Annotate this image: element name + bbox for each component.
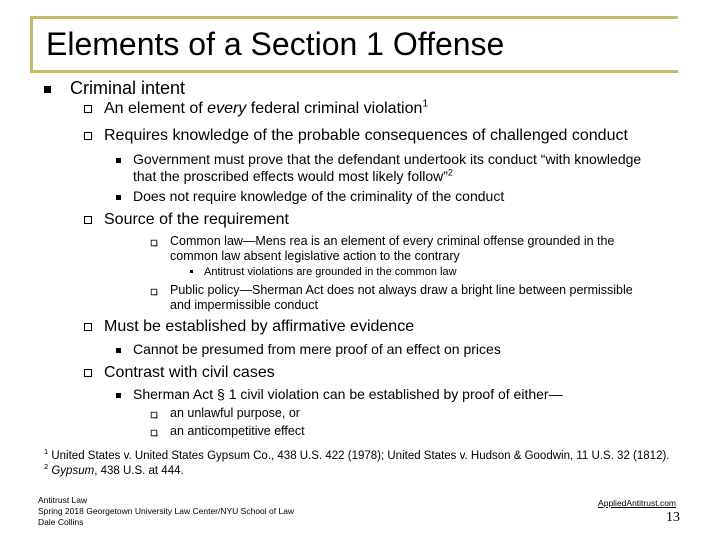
footer-course: Antitrust Law [38,495,88,505]
footer-term: Spring 2018 Georgetown University Law Center/NYU School of Law [38,506,295,516]
bullet-criminal-intent: Criminal intent [70,78,186,98]
bullet-cannot-be-presumed: Cannot be presumed from mere proof of an effect on prices [133,341,501,357]
box-bullet-icon [84,323,92,331]
box-bullet-icon [84,369,92,377]
slide-title: Elements of a Section 1 Offense [46,26,505,62]
bullet-element-every-violation [104,100,428,118]
box-bullet-icon [84,216,92,224]
bullet-source-of-requirement: Source of the requirement [104,211,289,228]
text-line: Government must prove that the defendant undertook its conduct “with knowledge [133,151,642,167]
footer-author: Dale Collins [38,517,84,527]
text-line: Public policy—Sherman Act does not always draw a bright line between permissible [170,283,633,297]
title-underline-rule [30,70,678,73]
bullet-no-knowledge-criminality: Does not require knowledge of the criminality of the conduct [133,188,505,204]
bullet-sherman-civil: Sherman Act § 1 civil violation can be established by proof of either— [133,386,563,402]
footnote-ref-1: 1 [422,98,429,110]
title-frame-top-rule [30,16,678,19]
emphasis-every: every [207,100,247,117]
text-part: federal criminal violation [246,100,423,117]
square-bullet-icon [44,86,51,93]
bullet-requires-knowledge: Requires knowledge of the probable consequences of challenged conduct [104,127,628,144]
box-bullet-icon [151,289,157,295]
footnote-2 [44,462,184,477]
text-part: An element of [104,100,208,117]
bullet-government-must-prove [133,151,641,185]
footnote-ref-2: 2 [447,167,453,178]
footnote-text: United States v. United States Gypsum Co., 438 U.S. 422 (1978); United States v. Hudson & Goodwin, 11 U.S. 32 (1812). [51,450,670,462]
text-line: Common law—Mens rea is an element of every criminal offense grounded in the [170,234,615,248]
square-bullet-icon [116,195,121,200]
square-bullet-icon [116,158,121,163]
bullet-anticompetitive-effect: an anticompetitive effect [170,424,305,438]
box-bullet-icon [84,105,92,113]
box-bullet-icon [151,240,157,246]
bullet-contrast-civil: Contrast with civil cases [104,364,275,381]
box-bullet-icon [151,430,157,436]
square-bullet-icon [116,393,121,398]
bullet-affirmative-evidence: Must be established by affirmative evidence [104,318,415,335]
box-bullet-icon [84,132,92,140]
text-line: and impermissible conduct [170,298,318,312]
bullet-antitrust-common-law: Antitrust violations are grounded in the common law [204,266,457,278]
box-bullet-icon [151,412,157,418]
page-number: 13 [666,510,680,525]
square-bullet-icon [190,270,193,273]
footnote-case-name: Gypsum [51,465,95,477]
footnote-text: , 438 U.S. at 444. [94,465,184,477]
bullet-public-policy [170,283,633,313]
footnote-marker-1: 1 [44,447,49,457]
slide-footer [38,495,294,528]
text-line: that the proscribed effects would most likely follow” [133,168,448,184]
footnote-marker-2: 2 [44,462,49,472]
text-line: common law absent legislative action to the contrary [170,249,460,263]
title-frame-left-rule [30,16,33,72]
footnote-1 [44,447,670,462]
footer-site-link[interactable]: AppliedAntitrust.com [598,498,676,508]
square-bullet-icon [116,348,121,353]
bullet-unlawful-purpose: an unlawful purpose, or [170,406,300,420]
bullet-common-law [170,234,614,264]
